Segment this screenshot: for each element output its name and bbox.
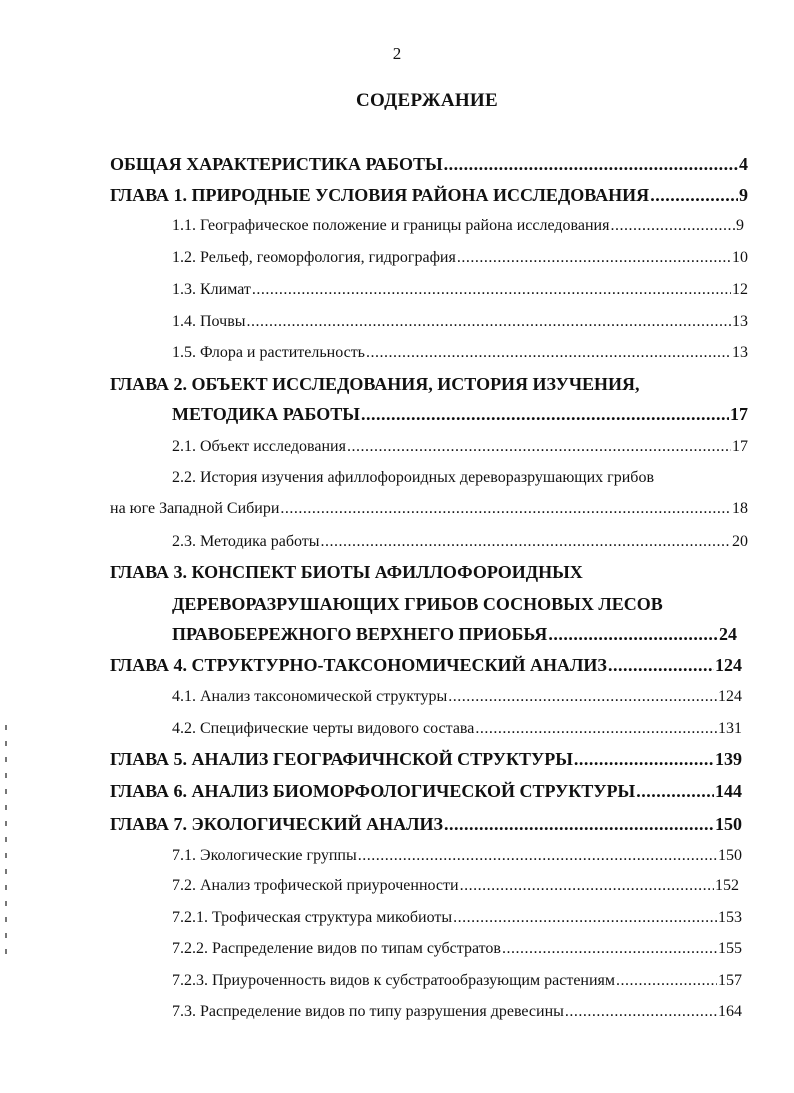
toc-entry-label: ГЛАВА 1. ПРИРОДНЫЕ УСЛОВИЯ РАЙОНА ИССЛЕДОВАНИЯ [110,185,650,205]
toc-entry-page: 150 [718,847,742,864]
toc-entry-1-4 [172,313,748,331]
leader-dots [280,500,731,518]
leader-dots [460,877,714,895]
toc-entry-1-2 [172,249,748,267]
toc-entry-chapter-1 [110,185,748,206]
toc-entry-2-3 [172,533,748,551]
toc-entry-label: 7.1. Экологические группы [172,847,357,864]
toc-entry-label: на юге Западной Сибири [110,500,280,517]
toc-entry-page: 20 [732,533,748,550]
toc-entry-general [110,154,748,175]
toc-entry-7-2-3 [172,972,742,990]
leader-dots [616,972,717,990]
toc-entry-1-3 [172,281,748,299]
leader-dots [453,909,717,927]
leader-dots [574,749,714,770]
toc-entry-7-2-1 [172,909,742,927]
toc-entry-label: ГЛАВА 6. АНАЛИЗ БИОМОРФОЛОГИЧЕСКОЙ СТРУКТУРЫ [110,781,636,801]
toc-entry-page: 155 [718,940,742,957]
toc-entry-label: ГЛАВА 4. СТРУКТУРНО-ТАКСОНОМИЧЕСКИЙ АНАЛИЗ [110,655,607,675]
scan-margin-marks [2,725,10,985]
toc-entry-label: 1.2. Рельеф, геоморфология, гидрография [172,249,456,266]
toc-entry-label: 1.1. Географическое положение и границы района исследования [172,217,610,234]
toc-entry-page: 164 [718,1003,742,1020]
leader-dots [636,781,714,802]
toc-entry-page: 144 [715,781,742,801]
toc-entry-page: 157 [718,972,742,989]
toc-entry-chapter-7 [110,814,742,835]
toc-entry-page: 13 [732,344,748,361]
leader-dots [608,655,714,676]
toc-entry-page: 12 [732,281,748,298]
toc-entry-chapter-5 [110,749,742,770]
toc-entry-label: 4.2. Специфические черты видового состава [172,720,475,737]
leader-dots [321,533,731,551]
toc-entry-label: 7.2.3. Приуроченность видов к субстратообразующим растениям [172,972,616,989]
leader-dots [361,404,729,425]
toc-entry-page: 10 [732,249,748,266]
leader-dots [247,313,732,331]
leader-dots [444,154,738,175]
leader-dots [448,688,717,706]
leader-dots [548,624,718,645]
toc-entry-label: ГЛАВА 7. ЭКОЛОГИЧЕСКИЙ АНАЛИЗ [110,814,443,834]
toc-entry-label: 1.5. Флора и растительность [172,344,365,361]
toc-entry-label: 1.3. Климат [172,281,251,298]
toc-entry-4-2 [172,720,742,738]
toc-entry-page: 4 [739,154,748,174]
toc-entry-page: 9 [736,217,744,234]
leader-dots [502,940,717,958]
toc-entry-label: 2.1. Объект исследования [172,438,346,455]
toc-entry-label: 4.1. Анализ таксономической структуры [172,688,448,705]
toc-entry-chapter-3-line2: ДЕРЕВОРАЗРУШАЮЩИХ ГРИБОВ СОСНОВЫХ ЛЕСОВ [172,594,663,614]
toc-entry-page: 17 [730,404,748,424]
toc-entry-page: 9 [739,185,748,205]
leader-dots [358,847,717,865]
leader-dots [347,438,731,456]
toc-entry-chapter-3 [172,624,737,645]
toc-entry-label: ОБЩАЯ ХАРАКТЕРИСТИКА РАБОТЫ [110,154,443,174]
toc-entry-page: 131 [718,720,742,737]
toc-entry-2-2 [110,500,748,518]
toc-entry-page: 24 [719,624,737,644]
toc-entry-chapter-6 [110,781,742,802]
toc-title: СОДЕРЖАНИЕ [356,90,498,111]
toc-entry-2-1 [172,438,748,456]
toc-entry-2-2-line1: 2.2. История изучения афиллофороидных дереворазрушающих грибов [172,469,654,486]
toc-entry-label: ГЛАВА 5. АНАЛИЗ ГЕОГРАФИЧНСКОЙ СТРУКТУРЫ [110,749,573,769]
toc-entry-label: 7.3. Распределение видов по типу разрушения древесины [172,1003,564,1020]
toc-entry-page: 150 [715,814,742,834]
leader-dots [610,217,735,235]
toc-entry-label: 7.2.2. Распределение видов по типам субстратов [172,940,501,957]
toc-entry-page: 152 [715,877,739,894]
toc-entry-label: 7.2.1. Трофическая структура микобиоты [172,909,453,926]
toc-entry-chapter-2-line1: ГЛАВА 2. ОБЪЕКТ ИССЛЕДОВАНИЯ, ИСТОРИЯ ИЗУЧЕНИЯ, [110,374,640,394]
toc-entry-page: 124 [718,688,742,705]
toc-entry-page: 139 [715,749,742,769]
toc-entry-page: 13 [732,313,748,330]
leader-dots [475,720,717,738]
leader-dots [252,281,731,299]
toc-entry-page: 153 [718,909,742,926]
toc-entry-7-2 [172,877,739,895]
toc-entry-1-1 [172,217,744,235]
toc-entry-4-1 [172,688,742,706]
toc-entry-page: 18 [732,500,748,517]
toc-entry-page: 17 [732,438,748,455]
toc-entry-label: МЕТОДИКА РАБОТЫ [172,404,360,424]
leader-dots [565,1003,717,1021]
toc-entry-chapter-3-line1: ГЛАВА 3. КОНСПЕКТ БИОТЫ АФИЛЛОФОРОИДНЫХ [110,562,583,582]
leader-dots [457,249,731,267]
toc-entry-chapter-4 [110,655,742,676]
toc-entry-label: 1.4. Почвы [172,313,246,330]
leader-dots [366,344,731,362]
toc-entry-7-2-2 [172,940,742,958]
toc-entry-label: ПРАВОБЕРЕЖНОГО ВЕРХНЕГО ПРИОБЬЯ [172,624,548,644]
toc-entry-label: 7.2. Анализ трофической приуроченности [172,877,459,894]
page-number: 2 [392,44,402,63]
leader-dots [650,185,738,206]
toc-entry-label: 2.3. Методика работы [172,533,320,550]
toc-entry-7-1 [172,847,742,865]
toc-entry-1-5 [172,344,748,362]
toc-entry-chapter-2 [172,404,748,425]
leader-dots [444,814,714,835]
toc-entry-page: 124 [715,655,742,675]
toc-entry-7-3 [172,1003,742,1021]
